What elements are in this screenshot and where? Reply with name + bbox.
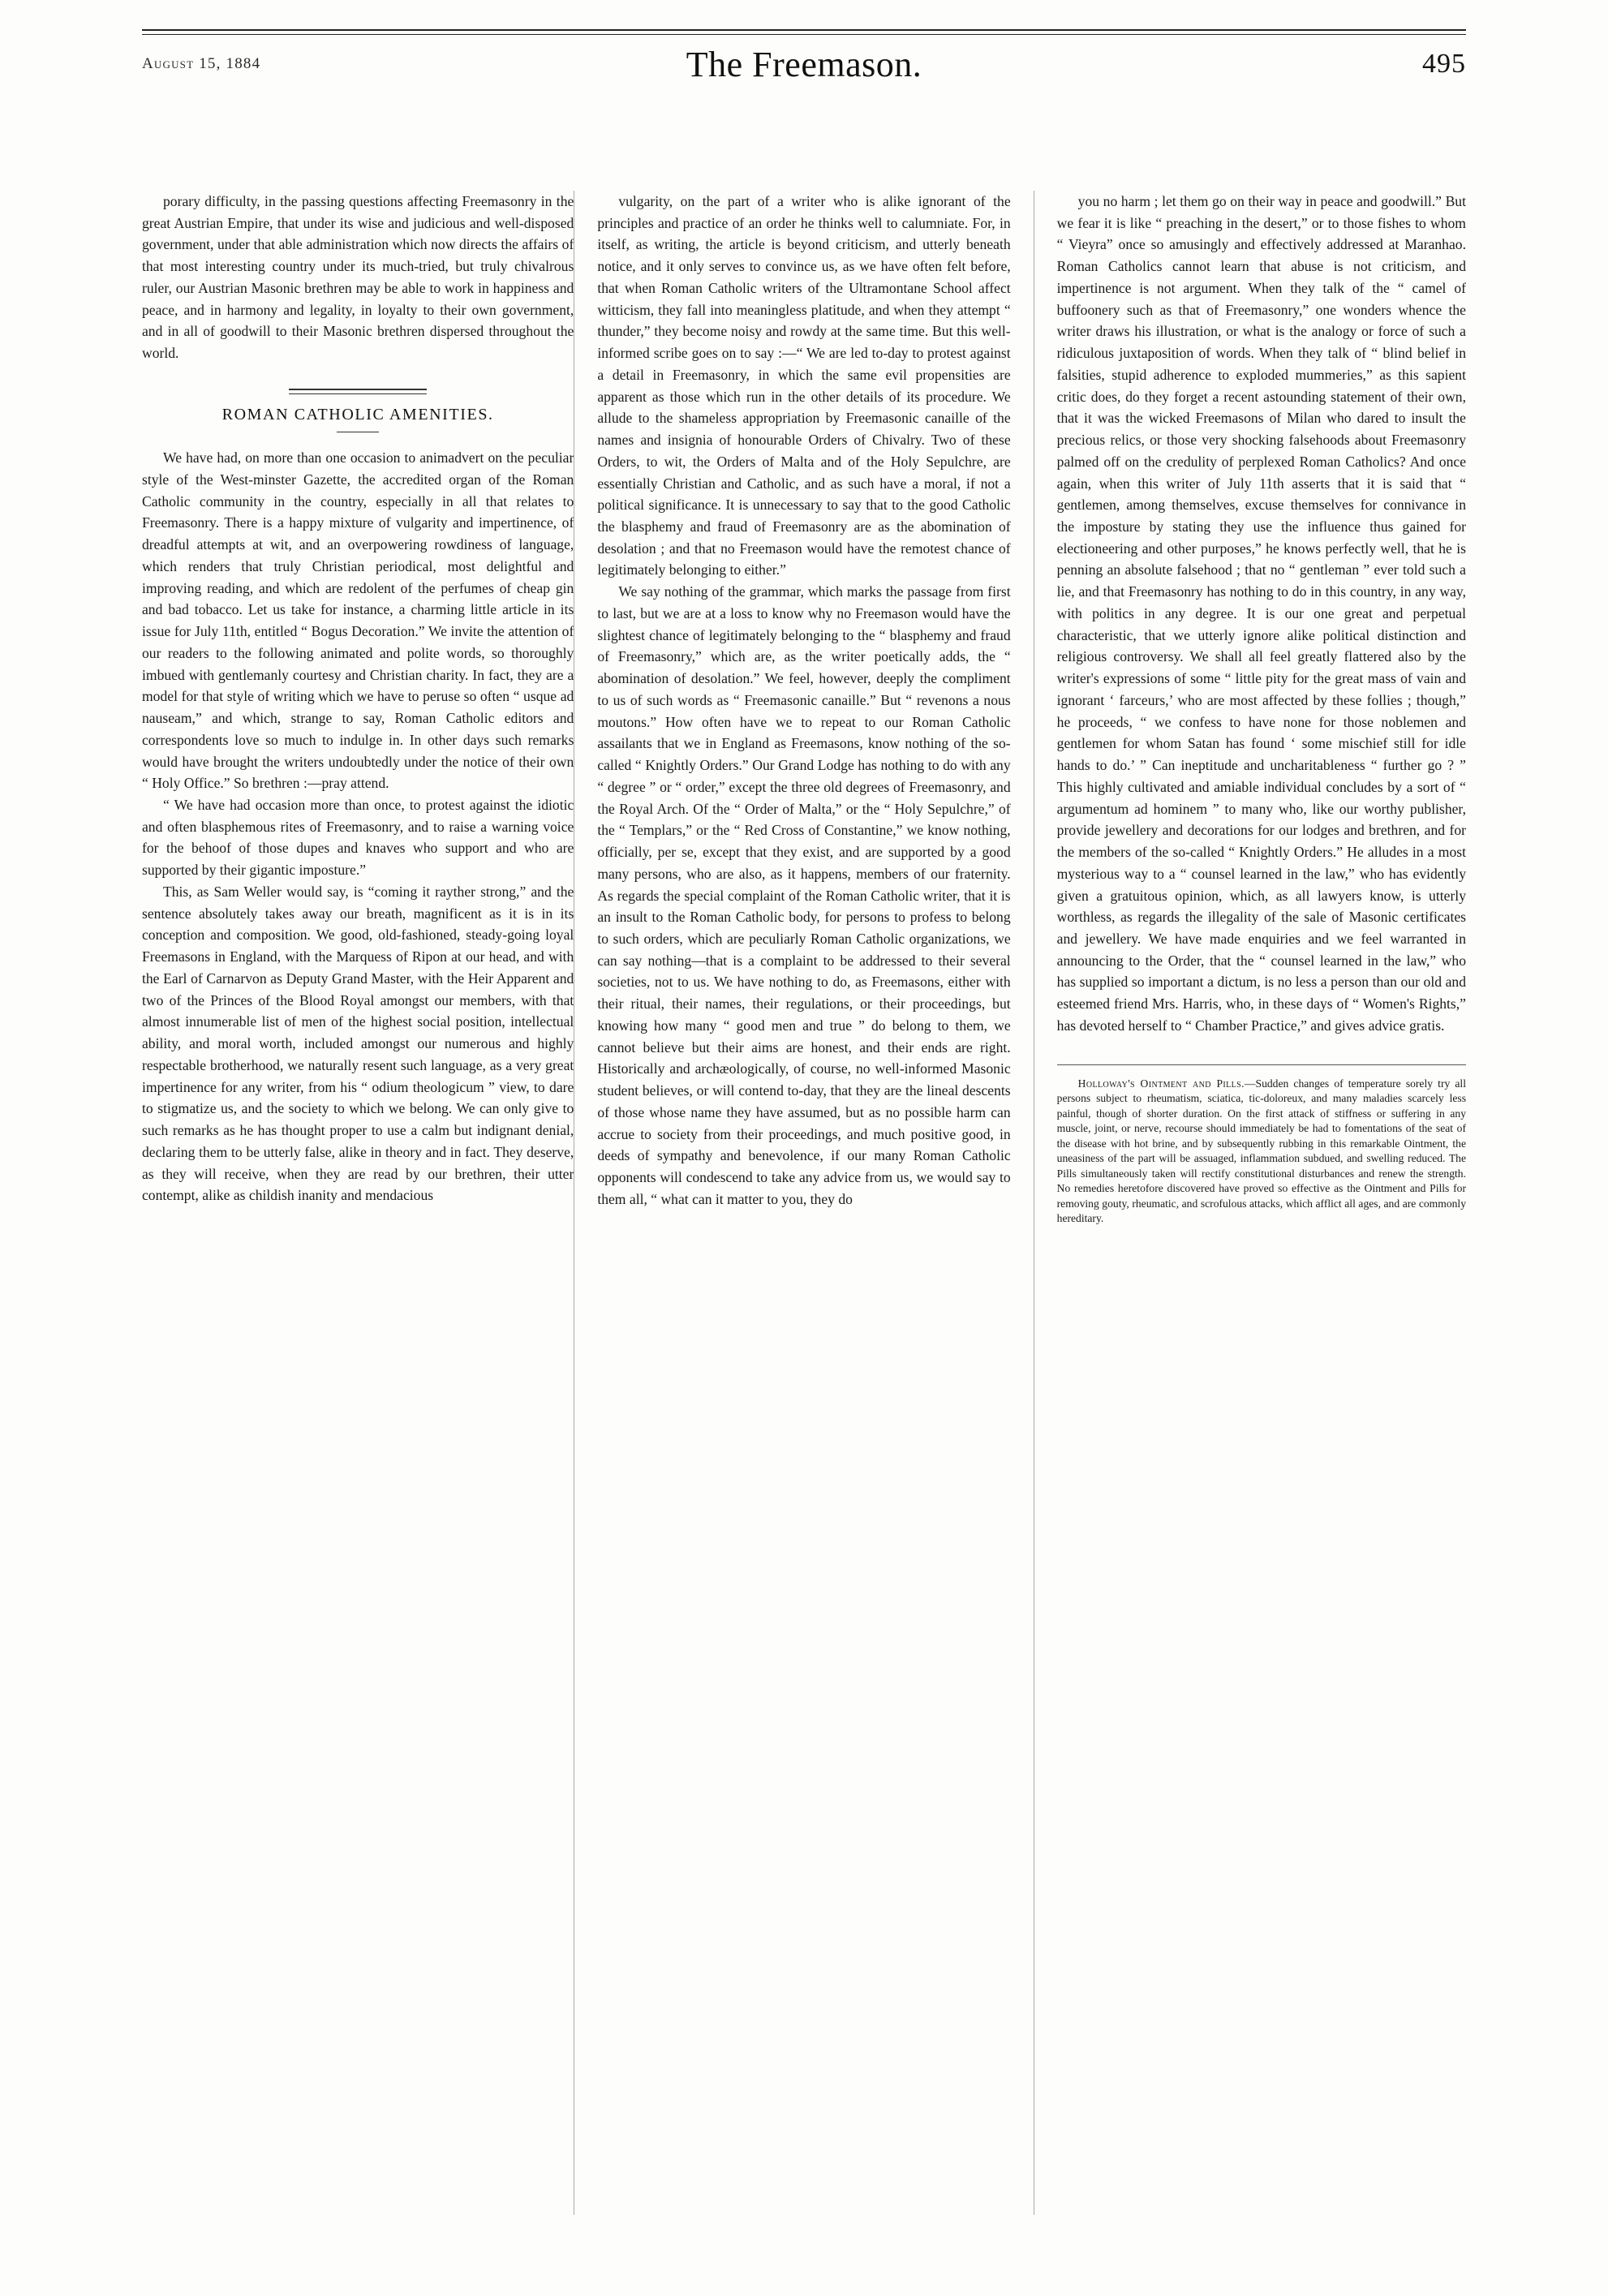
masthead bbox=[142, 0, 1466, 97]
columns-container bbox=[142, 191, 1466, 2215]
paragraph: vulgarity, on the part of a writer who is alike ignorant of the principles and practice of an order he thinks well to calumniate. For, in itself, as writing, the article is beyond criticism, and utterly beneath notice, and it only serves to convince us, as we have often felt before, that when Roman Catholic writers of the Ultramontane School affect witticism, they fall into meaningless platitude, and when they attempt “ thunder,” they become noisy and rowdy at the same time. But this well-informed scribe goes on to say :—“ We are led to-day to protest against a detail in Freemasonry, in which the same evil propensities are apparent as those which run in the other details of its procedure. We allude to the shameless appropriation by Freemasonic canaille of the names and insignia of honourable Orders of Chivalry. Two of these Orders, to wit, the Orders of Malta and of the Holy Sepulchre, are essentially Christian and Catholic, and as such have a moral, if not a political significance. It is unnecessary to say that to the good Catholic the blasphemy and fraud of Freemasonry are as the abomination of desolation ; and that no Freemason would have the remotest chance of legitimately belonging to either.” bbox=[597, 193, 1011, 578]
column-middle bbox=[574, 191, 1033, 2215]
paragraph: This, as Sam Weller would say, is “coming it rayther strong,” and the sentence absolutely takes away our breath, magnificent as it is in its conception and composition. We good, old-fashioned, steady-going loyal Freemasons in England, with the Marquess of Ripon at our head, and with the Earl of Carnarvon as Deputy Grand Master, with the Heir Apparent and two of the Princes of the Blood Royal amongst our members, with that almost innumerable list of men of the highest social position, intellectual ability, and moral worth, included amongst our numerous and highly respectable brotherhood, we naturally resent such language, as a very great impertinence for any writer, from his “ odium theologicum ” view, to dare to stigmatize us, and the society to which we belong. We can only give to such remarks as he has thought proper to use a calm but indignant denial, declaring them to be utterly false, alike in theory and in fact. They deserve, as they will receive, when they are read by our brethren, their utter contempt, alike as childish inanity and mendacious bbox=[142, 883, 574, 1204]
paragraph: We have had, on more than one occasion to animadvert on the peculiar style of the West-minster Gazette, the accredited organ of the Roman Catholic community in the country, especially in all that relates to Freemasonry. There is a happy mixture of vulgarity and impertinence, of dreadful attempts at wit, and an overpowering rowdiness of language, which renders that truly Christian periodical, most delightful and improving reading, and which are redolent of the perfumes of cheap gin and bad tobacco. Let us take for instance, a charming little article in its issue for July 11th, entitled “ Bogus Decoration.” We invite the attention of our readers to the following animated and polite words, so thoroughly imbued with gentlemanly courtesy and Christian charity. In fact, they are a model for that style of writing which we have to peruse so often “ usque ad nauseam,” and which, strange to say, Roman Catholic editors and correspondents love so much to indulge in. In other days such remarks would have brought the writers undoubtedly under the notice of their own “ Holy Office.” So brethren :—pray attend. bbox=[142, 449, 574, 792]
advertisement-lead: Holloway's Ointment and Pills. bbox=[1077, 1077, 1245, 1090]
section-separator bbox=[289, 389, 427, 394]
masthead-rule-top bbox=[142, 29, 1466, 31]
advertisement bbox=[1057, 1077, 1466, 1227]
masthead-rule-bottom bbox=[142, 34, 1466, 35]
column-right bbox=[1034, 191, 1466, 2215]
paragraph: porary difficulty, in the passing questions affecting Freemasonry in the great Austrian Empire, that under its wise and judicious and well-disposed government, under that able administration which now directs the affairs of that most interesting country under its much-tried, but truly chivalrous ruler, our Austrian Masonic brethren may be able to work in happiness and peace, and in harmony and legality, in loyalty to their own government, and in all of goodwill to their Masonic brethren dispersed throughout the world. bbox=[142, 193, 574, 362]
paragraph: We say nothing of the grammar, which marks the passage from first to last, but we are at a loss to know why no Freemason would have the slightest chance of legitimately belonging to the “ blasphemy and fraud of Freemasonry,” which are, as the writer poetically adds, the “ abomination of desolation.” We feel, however, deeply the compliment to us of such words as “ Freemasonic canaille.” But “ revenons a nous moutons.” How often have we to repeat to our Roman Catholic assailants that we in England as Freemasons, know nothing of the so-called “ Knightly Orders.” Our Grand Lodge has nothing to do with any “ degree ” or “ order,” except the three old degrees of Freemasonry, and the Royal Arch. Of the “ Order of Malta,” or the “ Holy Sepulchre,” of the “ Templars,” or the “ Red Cross of Constantine,” we know nothing, officially, per se, except that they exist, and are supported by a good many persons, who are also, as it happens, members of our fraternity. As regards the special complaint of the Roman Catholic writer, that it is an insult to the Roman Catholic body, for persons to profess to belong to such orders, which are peculiarly Roman Catholic organizations, we can say nothing—that is a complaint to be addressed to their several societies, not to us. We have nothing to do, as Freemasons, either with their ritual, their names, their regulations, or their proceedings, but knowing how many “ good men and true ” do belong to them, we cannot believe but their aims are honest, and their ends are right. Historically and archæologically, of course, no well-informed Masonic student believes, or will contend to-day, that they are the lineal descents of those whose name they have assumed, but as no possible harm can accrue to society from their proceedings, and much positive good, in deeds of sympathy and benevolence, if our many Roman Catholic opponents will condescend to take any advice from us, we would say to them all, “ what can it matter to you, they do bbox=[597, 583, 1011, 1207]
section-heading: ROMAN CATHOLIC AMENITIES. bbox=[221, 405, 494, 424]
column-left bbox=[142, 191, 574, 2215]
paragraph: you no harm ; let them go on their way in peace and goodwill.” But we fear it is like “ preaching in the desert,” or to those fishes to whom “ Vieyra” once so amusingly and effectively addressed at Maranhao. Roman Catholics cannot learn that abuse is not criticism, and impertinence is not argument. When they talk of the “ camel of buffoonery such as that of Freemasonry,” one wonders whence the writer draws his illustration, or what is the analogy or force of such a ridiculous juxtaposition of words. When they talk of “ blind belief in falsities, stupid adherence to exploded mummeries,” as this sapient critic does, do they forget a recent astounding statement of their own, that it was the wicked Freemasons of Milan who dared to insult the precious relics, or those very shocking falsehoods about Freemasonry palmed off on the credulity of perplexed Roman Catholics? And once again, when this writer of July 11th asserts that it is said that “ gentlemen, among themselves, excuse themselves for connivance in the imposture by stating they use the influence thus gained for electioneering and other purposes,” he knows perfectly well, that he is penning an absolute falsehood ; that no “ gentleman ” ever told such a lie, and that Freemasonry has nothing to do in this country, in any way, with politics in any degree. It is our one great and perpetual characteristic, that we utterly ignore alike political distinction and religious controversy. We shall all feel greatly flattered also by the writer's expressions of some “ little pity for the great mass of vain and ignorant ‘ farceurs,’ who are most affected by these follies ; though,” he proceeds, “ we confess to have none for those noblemen and gentlemen for whom Satan has found ‘ some mischief still for idle hands to do.’ ” Can ineptitude and uncharitableness “ further go ? ” This highly cultivated and amiable individual concludes by a sort of “ argumentum ad hominem ” to many who, like our worthy publisher, provide jewellery and decorations for our lodges and brethren, and for the members of the so-called “ Knightly Orders.” He alludes in a most mysterious way to a “ counsel learned in the law,” who has evidently given a gratuitous opinion, which, as all lawyers know, is utterly worthless, as regards the illegality of the sale of Masonic certificates and jewellery. We have made enquiries and we feel warranted in announcing to the Order, that the “ counsel learned in the law,” who has supplied so important a dictum, is no less a person than our old and esteemed friend Mrs. Harris, who, in these days of “ Women's Rights,” has devoted herself to “ Chamber Practice,” and gives advice gratis. bbox=[1056, 193, 1466, 1034]
page-title: The Freemason. bbox=[686, 45, 922, 84]
page-number: 495 bbox=[1422, 49, 1466, 79]
paragraph: “ We have had occasion more than once, to protest against the idiotic and often blasphemous rites of Freemasonry, and to raise a warning voice for the behoof of those dupes and knaves who support and who are supported by their gigantic imposture.” bbox=[142, 797, 574, 879]
issue-date: August 15, 1884 bbox=[142, 55, 261, 72]
advertisement-text: —Sudden changes of temperature sorely try all persons subject to rheumatism, sciatica, tic-doloreux, and many maladies scarcely less painful, though of shorter duration. On the first attack of stiffness or suffering in any muscle, joint, or nerve, recourse should immediately be had to fomentations of the seat of the disease with hot brine, and by subsequently rubbing in this remarkable Ointment, the uneasiness of the part will be assuaged, inflammation subdued, and swelling reduced. The Pills simultaneously taken will rectify constitutional disturbances and renew the strength. No remedies heretofore discovered have proved so effective as the Ointment and Pills for removing gouty, rheumatic, and scrofulous attacks, which afflict all ages, and are commonly hereditary. bbox=[1056, 1077, 1466, 1224]
advertisement-rule bbox=[1057, 1064, 1466, 1065]
